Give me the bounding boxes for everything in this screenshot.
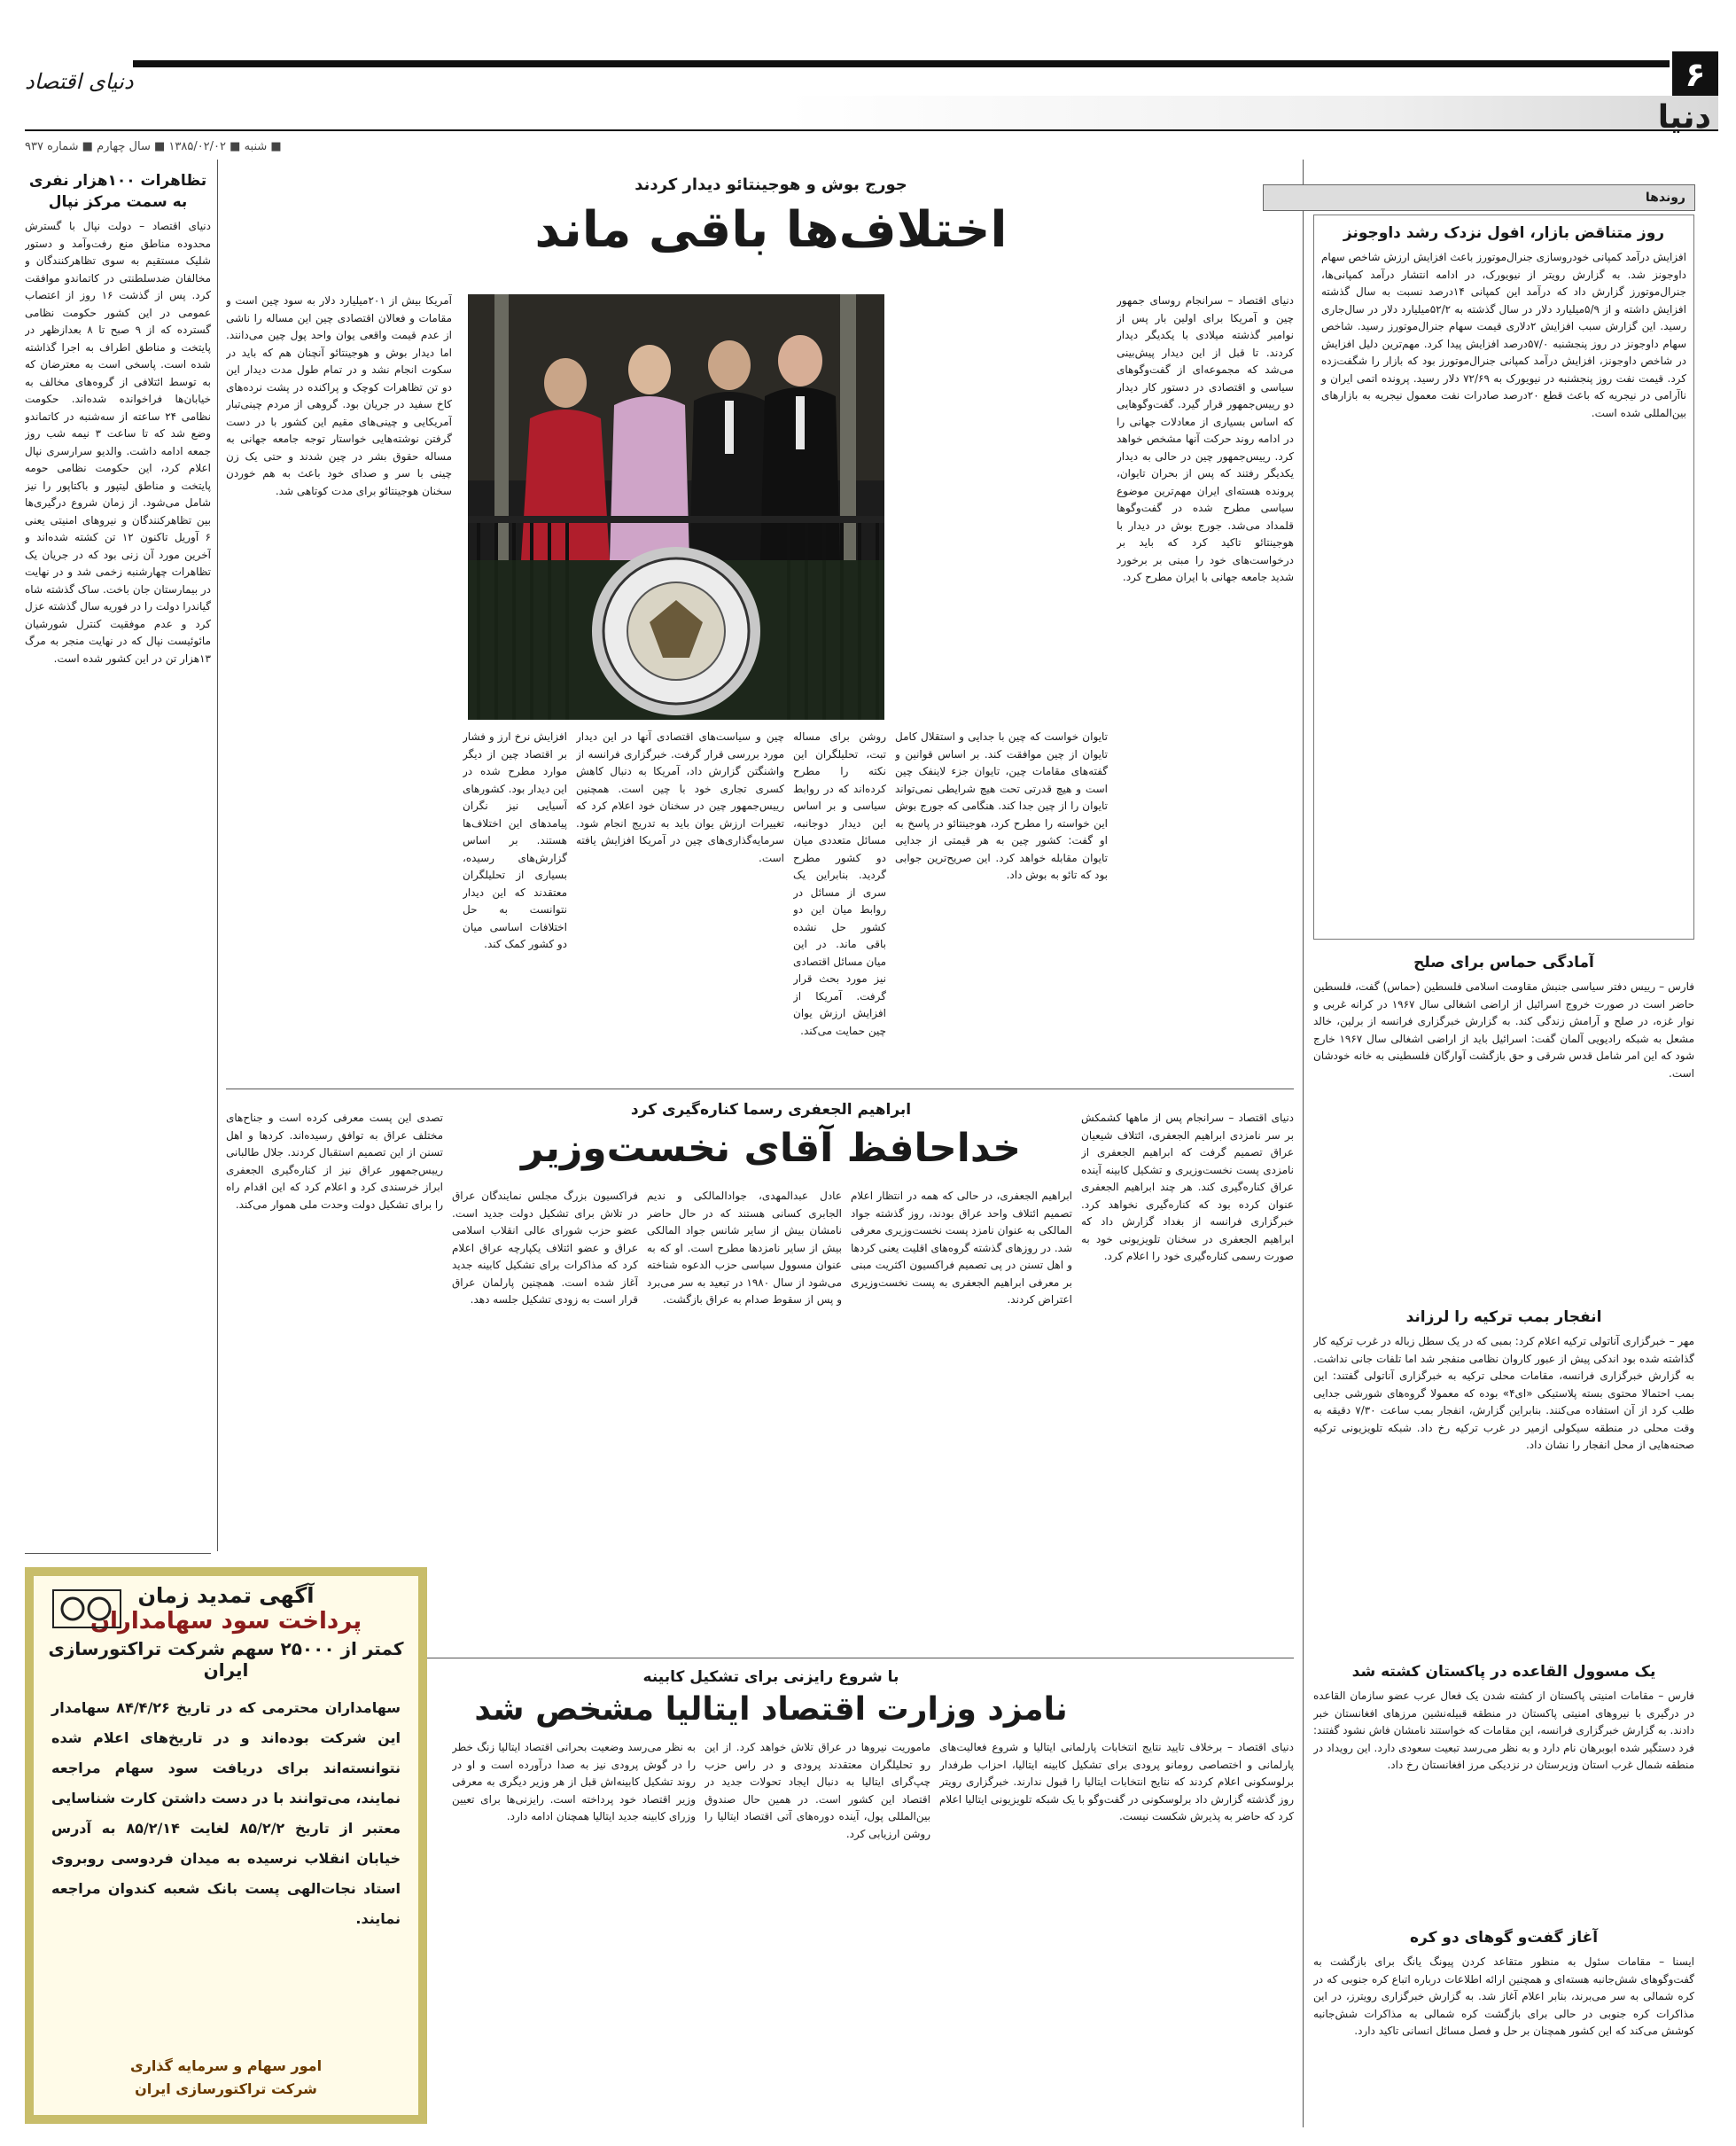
section-title: دنیا	[1657, 99, 1711, 136]
second-column-4	[452, 1188, 638, 1652]
ad-headline: آگهی تمدید زمان	[137, 1583, 315, 1608]
main-paragraph: روشن برای مساله تبت، تحلیلگران این نکته را مطرح کرده‌اند که در روابط سیاسی و بر اساس این دیدار دوجانبه، مسائل متعددی میان دو کشور مطرح گردید. بنابراین یک سری از مسائل در روابط میان این دو کشور حل نشده باقی ماند. در این میان مسائل اقتصادی نیز مورد بحث قرار گرفت. آمریکا از افزایش ارزش یوان چین حمایت می‌کند.	[793, 730, 886, 1037]
italy-kicker: با شروع رایزنی برای تشکیل کابینه	[642, 1668, 899, 1686]
main-kicker: جورج بوش و هوجینتائو دیدار کردند	[634, 176, 907, 194]
second-paragraph: عادل عبدالمهدی، جوادالمالکی و ندیم الجابری کسانی هستند که در حال حاضر نامشان بیش از سایر شانس جواد المالکی بیش از سایر نامزدها مطرح است. او که به عنوان مسوول سیاسی حزب الدعوه شناخته می‌شود از سال ۱۹۸۰ در تبعید به سر می‌برد و پس از سقوط صدام به عراق بازگشت.	[647, 1190, 842, 1306]
trends-box	[1313, 215, 1694, 940]
trend-item	[1313, 1658, 1694, 1924]
trend-body: افزایش درآمد کمپانی خودروسازی جنرال‌موتورز باعث افزایش ارزش شاخص سهام داوجونز شد. به گزارش رویتر از نیویورک، در ادامه انتشار درآمد کمپانی‌ها، جنرال‌موتورز گزارش داد که درآمد این کمپانی ۱۴درصد نسبت به سال گذشته افزایش داشته و از ۵/۹میلیارد دلار در سال گذشته به ۵۲/۲میلیارد دلار در سال‌جاری رسید. این گزارش سبب افزایش ۲دلاری قیمت سهام جنرال‌موتورز رسید. شاخص سهام داوجونز در روز پنجشنبه ۵۷/۰درصد افزایش پیدا کرد. مهم‌ترین دلیل افزایش در شاخص داوجونز، افزایش درآمد کمپانی جنرال‌موتورز بود که بازار را شگفت‌زده کرد. قیمت نفت روز پنجشنبه در نیویورک به ۷۲/۶۹ دلار رسید. پرونده اتمی ایران و ناآرامی در نیجریه که باعث قطع ۲۰درصد صادرات نفت معمول نیجریه به بازارهای بین‌المللی شده است.	[1321, 251, 1686, 419]
second-column-2	[851, 1188, 1072, 1652]
section-band	[25, 96, 1718, 131]
italy-column-1	[939, 1739, 1294, 2129]
column-divider	[217, 160, 218, 1551]
trends-label: روندها	[1263, 184, 1695, 211]
page-number: ۶	[1672, 51, 1718, 98]
trend-title: انفجار بمب ترکیه را لرزاند	[1405, 1308, 1602, 1326]
company-logo-icon	[51, 1588, 122, 1629]
trend-body: فارس – رییس دفتر سیاسی جنبش مقاومت اسلامی فلسطین (حماس) گفت، فلسطین حاضر است در صورت خروج اسرائیل از اراضی اشغالی سال ۱۹۶۷ در کرانه غربی و نوار غزه، در صلح و آرامش زندگی کند. به گزارش خبرگزاری فرانسه از برلین، خالد مشعل به شبکه رادیویی آلمان گفت: اسرائیل باید از اراضی اشغالی سال ۱۹۶۷ خارج شود که این امر شامل قدس شرقی و حق بازگشت آوارگان فلسطینی به خانه خودشان است.	[1313, 980, 1694, 1080]
article-divider	[25, 1553, 211, 1554]
ad-body: سهامداران محترمی که در تاریخ ۸۴/۴/۲۶ سهامدار این شرکت بوده‌اند و در تاریخ‌های اعلام شده نتوانسته‌اند برای دریافت سود سهام مراجعه نمایند، می‌توانند با در دست داشتن کارت شناسایی معتبر از تاریخ ۸۵/۲/۲ لغایت ۸۵/۲/۱۴ به آدرس خیابان انقلاب نرسیده به میدان فردوسی روبروی استاد نجات‌الهی پست بانک شعبه کندوان مراجعه نمایند.	[51, 1699, 401, 1927]
trend-title: روز متناقض بازار، افول نزدک رشد داوجونز	[1343, 224, 1665, 242]
nepal-headline: تظاهرات ۱۰۰هزار نفری به سمت مرکز نپال	[28, 172, 207, 211]
trend-body: فارس – مقامات امنیتی پاکستان از کشته شدن یک فعال عرب عضو سازمان القاعده در درگیری با نیروهای امنیتی پاکستان در منطقه قبیله‌نشین مرزهای افغانستان خبر دادند. به گزارش خبرگزاری فرانسه، این مقامات که خواستند نامشان فاش نشود گفتند: فرد دستگیر شده ابوبرهان نام دارد و به نظر می‌رسد تبعیت سعودی دارد. این رویداد در منطقه شمال غرب استان وزیرستان در نزدیکی مرز افغانستان رخ داد.	[1313, 1689, 1694, 1771]
trend-title: یک مسوول القاعده در پاکستان کشته شد	[1351, 1663, 1656, 1681]
main-column-1	[1117, 293, 1294, 1081]
italy-paragraph: به نظر می‌رسد وضعیت بحرانی اقتصاد ایتالیا زنگ خطر را در گوش پرودی نیز به صدا درآورده است و او در روند تشکیل کابینه‌اش قبل از هر وزیر دیگری به معرفی وزیر اقتصاد خود پرداخته است. رایزنی‌ها برای تعیین وزرای کابینه جدید ایتالیا همچنان ادامه دارد.	[452, 1741, 696, 1822]
column-divider	[1303, 160, 1304, 2127]
second-column-1	[1081, 1110, 1294, 1652]
trend-body: ایسنا – مقامات سئول به منظور متقاعد کردن پیونگ یانگ برای بازگشت به گفت‌وگوهای شش‌جانبه هسته‌ای و همچنین ارائه اطلاعات درباره اتباع کره جنوبی که در کره شمالی به سر می‌برند، بنابر اعلام آغاز شد. به گزارش خبرگزاری رویترز، در این مذاکرات کره جنوبی در حالی برای بازگشت کره شمالی به مذاکرات شش‌جانبه کوشش می‌کند که این کشور همچنان بر حل و فصل مسائل انسانی تاکید دارد.	[1313, 1955, 1694, 2037]
italy-paragraph: ماموریت نیروها در عراق تلاش خواهد کرد. از این رو تحلیلگران معتقدند پرودی و در راس حزب چپ‌گرای ایتالیا به دنبال ایجاد تحولات جدید در اقتصاد این کشور است. در همین حال صندوق بین‌المللی پول، آینده دوره‌های آتی اقتصاد ایتالیا را روشن ارزیابی کرد.	[705, 1741, 930, 1840]
main-paragraph: تایوان خواست که چین با جدایی و استقلال کامل تایوان از چین موافقت کند. بر اساس قوانین و گفته‌های مقامات چین، تایوان جزء لاینفک چین است و هیچ قدرتی تحت هیچ شرایطی نمی‌تواند تایوان را از چین جدا کند. هنگامی که جورج بوش این خواسته را مطرح کرد، هوجینتائو در پاسخ به او گفت: کشور چین به هر قیمتی از جدایی تایوان مقابله خواهد کرد. این صریح‌ترین جوابی بود که تائو به بوش داد.	[895, 730, 1108, 881]
main-column-4	[576, 729, 784, 1081]
italy-headline: نامزد وزارت اقتصاد ایتالیا مشخص شد	[474, 1691, 1068, 1728]
second-paragraph: دنیای اقتصاد – سرانجام پس از ماهها کشمکش بر سر نامزدی ابراهیم الجعفری، ائتلاف شیعیان عراق تصمیم گرفت که ابراهیم الجعفری از نامزدی پست نخست‌وزیری و تشکیل کابینه آینده عراق کناره‌گیری کند. هر چند ابراهیم الجعفری عنوان کرده بود که کناره‌گیری نخواهد کرد. خبرگزاری فرانسه از بغداد گزارش داد که ابراهیم الجعفری در سخنان تلویزیونی خود به صورت رسمی کناره‌گیری خود را اعلام کرد.	[1081, 1112, 1294, 1262]
trend-item	[1313, 1303, 1694, 1658]
newspaper-brand: دنیای اقتصاد	[25, 69, 134, 94]
italy-column-2	[705, 1739, 930, 2129]
second-headline: خداحافظ آقای نخست‌وزیر	[521, 1126, 1021, 1171]
main-column-6	[226, 293, 452, 1081]
ad-signature-line: شرکت تراکتورسازی ایران	[135, 2080, 317, 2097]
ad-signature-line: امور سهام و سرمایه گذاری	[129, 2057, 323, 2074]
second-column-3	[647, 1188, 842, 1652]
italy-column-3	[452, 1739, 696, 2129]
main-paragraph: آمریکا بیش از ۲۰۱میلیارد دلار به سود چین است و مقامات و فعالان اقتصادی چین این مساله را ناشی از عدم قیمت واقعی یوان واحد پول چین می‌دانند. اما دیدار بوش و هوجینتائو آنچنان هم که باید در سکوت انجام نشد و در تمام طول مدت دیدار این دو تن تظاهرات کوچک و پراکنده در پشت نرده‌های کاخ سفید در جریان بود. گروهی از مردم چینی‌تبار آمریکایی و چینی‌های مقیم این کشور با در دست گرفتن نوشته‌هایی خواستار توجه جامعه جهانی به مساله حقوق بشر در چین شدند و حتی یک زن چینی با سر و صدای خود باعث به هم خوردن سخنان هوجینتائو برای مدت کوتاهی شد.	[226, 294, 452, 497]
main-headline: اختلاف‌ها باقی ماند	[534, 201, 1008, 259]
main-column-3	[793, 729, 886, 1081]
main-paragraph: دنیای اقتصاد – سرانجام روسای جمهور چین و آمریکا برای اولین بار پس از نوامبر گذشته میلادی با یکدیگر دیدار کردند. تا قبل از این دیدار پیش‌بینی می‌شد که مجموعه‌ای از گفت‌وگوهای سیاسی و اقتصادی در دستور کار دیدار دو رییس‌جمهور قرار گیرد. گفت‌وگوهایی که اساس بسیاری از معادلات جهانی را در ادامه روند حرکت آنها مشخص خواهد کرد. رییس‌جمهور چین در حالی به دیدار یکدیگر رفتند که پس از بحران تایوان، پرونده هسته‌ای ایران مهم‌ترین موضوع سیاسی مطرح شده در گفت‌وگوها قلمداد می‌شد. جورج بوش در دیدار با هوجینتائو تاکید کرد که باید بر درخواست‌های خود را مبنی بر برخورد شدید جامعه جهانی با ایران مطرح کرد.	[1117, 294, 1294, 583]
main-paragraph: چین و سیاست‌های اقتصادی آنها در این دیدار مورد بررسی قرار گرفت. خبرگزاری فرانسه از واشنگتن گزارش داد، آمریکا به دنبال کاهش کسری تجاری خود با چین است. همچنین رییس‌جمهور چین در سخنان خود اعلام کرد که تغییرات ارزش یوان باید به تدریج انجام شود. سرمایه‌گذاری‌های چین در آمریکا افزایش یافته است.	[576, 730, 784, 864]
trend-item	[1313, 948, 1694, 1303]
nepal-paragraph: دنیای اقتصاد – دولت نپال با گسترش محدوده مناطق منع رفت‌وآمد و دستور شلیک مستقیم به سوی تظاهرکنندگان و مخالفان ضدسلطنتی در کاتماندو موافقت کرد. پس از گذشت ۱۶ روز از اعتصاب عمومی در این کشور حکومت نظامی گسترده که از ۹ صبح تا ۸ بعدازظهر در پایتخت و مناطق اطراف به اجرا گذاشته شده است. پاسخی است به معترضان که به توسط ائتلافی از گروه‌های مخالف به خیابان‌ها فراخوانده شده‌اند. حکومت نظامی ۲۴ ساعته از سه‌شنبه در کاتماندو وضع شد که تا ساعت ۳ نیمه شب روز جمعه ادامه داشت. والدیو سرارسری نپال اعلام کرد، این حکومت نظامی حومه پایتخت و مناطق لیتپور و باکتاپور را نیز شامل می‌شود. از زمان شروع درگیری‌ها بین تظاهرکنندگان و نیروهای امنیتی یعنی ۶ آوریل تاکنون ۱۲ تن کشته شده‌اند و آخرین مورد آن زنی بود که در جریان یک تظاهرات چهارشنبه زخمی شد و در نهایت در بیمارستان جان باخت. ساک گذشته شاه گیاندرا دولت را در فوریه سال گذشته عزل کرد و عدم موفقیت کنترل شورشیان مائوئیست نپال که در نهایت منجر به مرگ ۱۳هزار تن در این کشور شده است.	[25, 220, 211, 665]
ad-tagline: کمتر از ۲۵۰۰۰ سهم شرکت تراکتورسازی ایران	[48, 1638, 404, 1681]
trend-title: آغاز گفت‌و گوهای دو کره	[1409, 1929, 1599, 1947]
ad-signature	[51, 2055, 401, 2101]
header-rule	[133, 60, 1670, 67]
second-kicker: ابراهیم الجعفری رسما کناره‌گیری کرد	[630, 1101, 912, 1119]
dateline: ■ شنبه ■ ۱۳۸۵/۰۲/۰۲ ■ سال چهارم ■ شماره ۹۳۷	[25, 140, 282, 153]
second-paragraph: فراکسیون بزرگ مجلس نمایندگان عراق در تلاش برای تشکیل دولت جدید است. عضو حزب شورای عالی انقلاب اسلامی عراق و عضو ائتلاف یکپارچه عراق اعلام کرد که مذاکرات برای تشکیل کابینه جدید آغاز شده است. همچنین پارلمان عراق قرار است به زودی تشکیل جلسه دهد.	[452, 1190, 638, 1306]
italy-paragraph: دنیای اقتصاد – برخلاف تایید نتایج انتخابات پارلمانی ایتالیا و شروع فعالیت‌های پارلمانی و اختصاصی رومانو پرودی برای تشکیل کابینه ایتالیا، احزاب طرفدار برلوسکونی اعلام کردند که نتایج انتخابات ایتالیا را قبول ندارند. خبرگزاری رویتر روز گذشته گزارش داد برلوسکونی در گفت‌وگو با یک شبکه تلویزیونی ایتالیا اعلام کرد که حاضر به پذیرش شکست نیست.	[939, 1741, 1294, 1822]
main-column-5	[463, 729, 567, 1081]
photo-illustration	[468, 294, 884, 720]
main-paragraph: افزایش نرخ ارز و فشار بر اقتصاد چین از دیگر موارد مطرح شده در این دیدار بود. کشورهای آسیایی نیز نگران پیامدهای این اختلاف‌ها هستند. بر اساس گزارش‌های رسیده، بسیاری از تحلیلگران معتقدند که این دیدار نتوانست به حل اختلافات اساسی میان دو کشور کمک کند.	[463, 730, 567, 950]
main-column-2	[895, 729, 1108, 1081]
tractor-ad	[25, 1567, 427, 2124]
trends-sidebar	[1313, 215, 1694, 2129]
trend-item	[1313, 1924, 1694, 2119]
bush-hu-photo	[468, 294, 884, 720]
nepal-article	[25, 167, 211, 1549]
trend-body: مهر – خبرگزاری آناتولی ترکیه اعلام کرد: بمبی که در یک سطل زباله در غرب ترکیه کار گذاشته شده بود اندکی پیش از عبور کاروان نظامی منفجر شد اما تلفات جانی نداشت. به گزارش خبرگزاری فرانسه، مقامات محلی ترکیه به خبرگزاری آناتولی گفتند: این بمب احتمالا محتوی بسته پلاستیکی «ای‌۴» بوده که معمولا گروه‌های شورشی جدایی طلب کرد از آن استفاده می‌کنند. بنابراین گزارش، انفجار بمب ساعت ۷/۳۰ دقیقه به وقت محلی در منطقه سیکولی ازمیر در غرب ترکیه رخ داد. شبکه تلویزیونی ترکیه صحنه‌هایی از محل انفجار را نشان داد.	[1313, 1335, 1694, 1451]
trend-title: آمادگی حماس برای صلح	[1413, 954, 1594, 972]
ad-subheadline: پرداخت سود سهامداران	[90, 1608, 362, 1635]
second-paragraph: تصدی این پست معرفی کرده است و جناح‌های مختلف عراق به توافق رسیده‌اند. کردها و اهل تسنن از این تصمیم استقبال کردند. جلال طالبانی رییس‌جمهور عراق نیز از کناره‌گیری الجعفری ابراز خرسندی کرد و اعلام کرد که این اقدام راه را برای تشکیل دولت وحدت ملی هموار می‌کند.	[226, 1112, 443, 1211]
second-paragraph: ابراهیم الجعفری، در حالی که همه در انتظار اعلام تصمیم ائتلاف واحد عراق بودند، روز گذشته جواد المالکی به عنوان نامزد پست نخست‌وزیری معرفی شد. در روزهای گذشته گروه‌های اقلیت یعنی کردها و اهل تسنن در پی تصمیم فراکسیون اکثریت مبنی بر معرفی ابراهیم الجعفری به پست نخست‌وزیری اعتراض کردند.	[851, 1190, 1072, 1306]
